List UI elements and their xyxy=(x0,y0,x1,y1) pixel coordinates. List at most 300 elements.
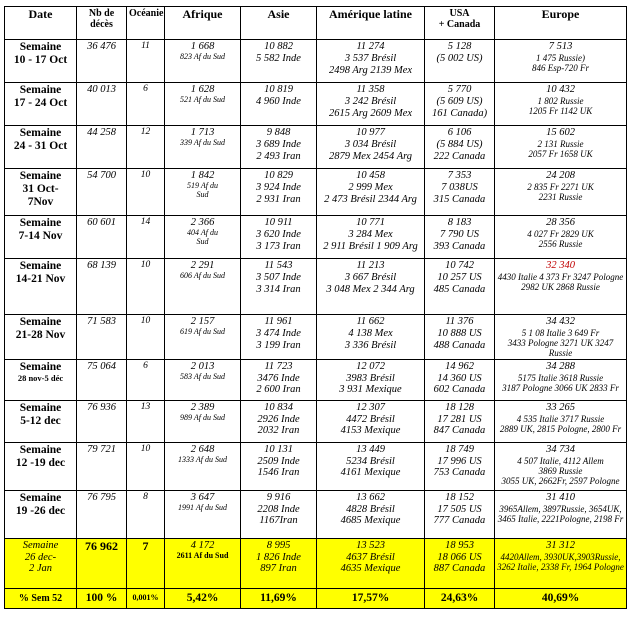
latam-cell xyxy=(317,359,425,400)
deaths-cell: 40 013 xyxy=(77,83,127,126)
weekly-deaths-table xyxy=(4,6,627,609)
table-row xyxy=(5,259,627,315)
cell-line: 34 288 xyxy=(546,360,575,372)
date-line: 12 -19 dec xyxy=(15,456,66,469)
cell-line: 823 Af du Sud xyxy=(180,51,225,61)
cell-line: (5 002 US) xyxy=(436,52,483,64)
cell-line: 3 620 Inde xyxy=(256,228,301,240)
europe-cell xyxy=(495,83,627,126)
cell-line: 11 274 xyxy=(356,41,385,52)
cell-line: 8 183 xyxy=(447,217,472,228)
cell-line: 31 312 xyxy=(546,539,575,551)
date-cell xyxy=(5,169,77,216)
cell-line: 3983 Brésil xyxy=(346,372,395,384)
deaths-cell: 75 064 xyxy=(77,359,127,400)
cell-line: 3 689 Inde xyxy=(256,138,301,150)
europe-cell xyxy=(495,359,627,400)
cell-line: 161 Canada) xyxy=(431,107,488,119)
cell-line: 14 962 xyxy=(445,360,474,372)
cell-line: 606 Af du Sud xyxy=(180,270,225,280)
cell-line: 4637 Brésil xyxy=(346,551,395,563)
cell-line: 3187 Pologne 3066 UK 2833 Fr xyxy=(502,382,619,393)
cell-line: 1167Iran xyxy=(259,515,298,527)
cell-line: 18 066 US xyxy=(437,551,482,563)
cell-line: 4 172 xyxy=(190,539,215,551)
africa-cell xyxy=(165,400,241,442)
cell-line: 777 Canada xyxy=(433,515,486,527)
latam-cell xyxy=(317,315,425,360)
cell-line: 485 Canada xyxy=(433,283,486,295)
date-line: Semaine xyxy=(19,443,62,456)
cell-line: 1 842 xyxy=(190,170,215,181)
cell-line: 2 835 Fr 2271 UK xyxy=(527,181,594,192)
africa-cell xyxy=(165,359,241,400)
cell-line: 521 Af du Sud xyxy=(180,94,225,104)
oceania-cell: 11 xyxy=(127,40,165,83)
deaths-cell: 76 795 xyxy=(77,490,127,538)
cell-line: 17 281 US xyxy=(437,413,482,425)
date-line: Semaine xyxy=(19,360,62,373)
date-cell xyxy=(5,359,77,400)
table-row xyxy=(5,83,627,126)
cell-line: 3 924 Inde xyxy=(256,181,301,193)
cell-line: 897 Iran xyxy=(260,563,297,575)
cell-line: 602 Canada xyxy=(433,384,486,396)
date-line: Semaine xyxy=(19,41,62,53)
header-europe: Europe xyxy=(495,7,627,40)
cell-line: 2926 Inde xyxy=(257,413,300,425)
usa-cell xyxy=(425,40,495,83)
cell-line: 7 790 US xyxy=(439,228,480,240)
cell-line: 2 389 xyxy=(190,401,215,413)
date-line: 28 nov-5 déc xyxy=(17,372,64,383)
cell-line: 4828 Brésil xyxy=(346,503,395,515)
date-line: Semaine xyxy=(19,491,62,504)
header-oceania: Océanie xyxy=(127,7,165,40)
usa-cell xyxy=(425,216,495,259)
cell-line: 2 291 xyxy=(190,260,215,271)
cell-line: 18 128 xyxy=(445,401,474,413)
header-asia: Asie xyxy=(241,7,317,40)
cell-line: 17 996 US xyxy=(437,455,482,467)
cell-line: Sud xyxy=(196,236,209,246)
cell-line: 3 507 Inde xyxy=(256,271,301,283)
asia-cell xyxy=(241,216,317,259)
cell-line: 339 Af du Sud xyxy=(180,137,225,147)
cell-line: 3 048 Mex 2 344 Arg xyxy=(326,283,415,295)
asia-cell xyxy=(241,40,317,83)
latam-cell xyxy=(317,400,425,442)
table-row xyxy=(5,40,627,83)
pct-africa-cell: 5,42% xyxy=(165,588,241,608)
africa-cell xyxy=(165,490,241,538)
cell-line: 2032 Iran xyxy=(257,425,300,437)
cell-line: 404 Af du xyxy=(187,227,218,237)
europe-cell xyxy=(495,216,627,259)
date-cell xyxy=(5,400,77,442)
latam-cell xyxy=(317,490,425,538)
cell-line: 10 131 xyxy=(264,443,293,455)
header-usa-canada: USA + Canada xyxy=(425,7,495,40)
cell-line: 3965Allem, 3897Russie, 3654UK, xyxy=(499,503,622,514)
cell-line: 2 157 xyxy=(190,316,215,327)
cell-line: 24 208 xyxy=(546,170,575,181)
cell-line: 4 960 Inde xyxy=(256,95,301,107)
pct-asia-cell: 11,69% xyxy=(241,588,317,608)
cell-line: 3055 UK, 2662Fr, 2597 Pologne xyxy=(501,475,620,486)
cell-line: 10 771 xyxy=(356,217,385,228)
date-cell xyxy=(5,442,77,490)
cell-line: 3 284 Mex xyxy=(348,228,393,240)
cell-line: 3262 Italie, 2338 Fr, 1964 Pologne xyxy=(497,561,624,572)
table-row xyxy=(5,216,627,259)
cell-line: 3 931 Mexique xyxy=(339,384,402,396)
cell-line: 2 600 Iran xyxy=(256,384,301,396)
asia-cell xyxy=(241,259,317,315)
cell-line: 2 648 xyxy=(190,443,215,455)
africa-cell xyxy=(165,259,241,315)
table-row xyxy=(5,359,627,400)
cell-line: 10 882 xyxy=(264,41,293,52)
date-cell xyxy=(5,259,77,315)
cell-line: 1205 Fr 1142 UK xyxy=(528,105,593,116)
cell-line: 34 734 xyxy=(546,443,575,455)
date-line: Semaine xyxy=(19,316,62,328)
cell-line: 12 072 xyxy=(356,360,385,372)
cell-line: 11 961 xyxy=(264,316,293,327)
cell-line: 4635 Mexique xyxy=(340,563,401,575)
header-latin-america: Amérique latine xyxy=(317,7,425,40)
deaths-cell: 44 258 xyxy=(77,126,127,169)
cell-line: 3 336 Brésil xyxy=(344,339,397,351)
cell-line: 10 911 xyxy=(264,217,293,228)
cell-line: 847 Canada xyxy=(433,425,486,437)
asia-cell xyxy=(241,315,317,360)
pct-oceania-cell: 0,001% xyxy=(127,588,165,608)
cell-line: 5 582 Inde xyxy=(256,52,301,64)
date-line: Semaine xyxy=(19,401,62,414)
cell-line: 846 Esp-720 Fr xyxy=(532,62,589,73)
cell-line: 2 131 Russie xyxy=(537,138,584,149)
cell-line: 1 802 Russie xyxy=(537,95,584,106)
cell-line: 5 770 xyxy=(447,84,472,95)
cell-line: 2879 Mex 2454 Arg xyxy=(328,150,413,162)
cell-line: 2057 Fr 1658 UK xyxy=(528,148,593,159)
date-cell xyxy=(5,40,77,83)
cell-line: 753 Canada xyxy=(433,467,486,479)
deaths-cell: 36 476 xyxy=(77,40,127,83)
cell-line: 4 507 Italie, 4112 Allem xyxy=(517,455,604,466)
cell-line: 11 723 xyxy=(264,360,293,372)
cell-line: 2556 Russie xyxy=(538,238,583,249)
table-row xyxy=(5,442,627,490)
cell-line: 10 819 xyxy=(264,84,293,95)
deaths-cell: 76 936 xyxy=(77,400,127,442)
asia-cell xyxy=(241,169,317,216)
cell-line: 10 458 xyxy=(356,170,385,181)
latam-cell xyxy=(317,259,425,315)
africa-cell xyxy=(165,538,241,588)
cell-line: 7 353 xyxy=(447,170,472,181)
date-cell xyxy=(5,538,77,588)
cell-line: 2615 Arg 2609 Mex xyxy=(328,107,413,119)
cell-line: 10 742 xyxy=(445,260,474,271)
pct-europe-cell: 40,69% xyxy=(495,588,627,608)
cell-line: 2889 UK, 2815 Pologne, 2800 Fr xyxy=(499,423,622,434)
cell-line: 3 314 Iran xyxy=(256,283,301,295)
latam-cell xyxy=(317,538,425,588)
cell-line: 10 834 xyxy=(264,401,293,413)
latam-cell xyxy=(317,216,425,259)
deaths-cell: 68 139 xyxy=(77,259,127,315)
cell-line: 2 013 xyxy=(190,360,215,372)
cell-line: 1 668 xyxy=(190,41,215,52)
cell-line: 315 Canada xyxy=(433,193,486,205)
cell-line: 2 493 Iran xyxy=(256,150,301,162)
oceania-cell: 6 xyxy=(127,83,165,126)
cell-line: 10 829 xyxy=(264,170,293,181)
cell-line: 4430 Italie 4 373 Fr 3247 Pologne xyxy=(497,271,624,282)
cell-line: 1333 Af du Sud xyxy=(178,454,227,464)
percentage-row xyxy=(5,588,627,608)
cell-line: 1 475 Russie) xyxy=(536,52,585,63)
deaths-cell: 54 700 xyxy=(77,169,127,216)
africa-cell xyxy=(165,83,241,126)
cell-line: 11 213 xyxy=(356,260,385,271)
oceania-cell: 7 xyxy=(127,538,165,588)
cell-line: 33 265 xyxy=(546,401,575,413)
cell-line: 4 535 Italie 3717 Russie xyxy=(516,413,605,424)
cell-line: 34 432 xyxy=(546,316,575,327)
cell-line: 10 257 US xyxy=(437,271,482,283)
date-line: 31 Oct- xyxy=(22,182,59,195)
date-line: 26 dec- xyxy=(24,551,57,563)
cell-line: (5 884 US) xyxy=(436,138,483,150)
europe-cell xyxy=(495,442,627,490)
cell-line: 583 Af du Sud xyxy=(180,371,225,381)
date-line: 17 - 24 Oct xyxy=(13,96,68,109)
total-row xyxy=(5,538,627,588)
pct-latam-cell: 17,57% xyxy=(317,588,425,608)
cell-line: 4 138 Mex xyxy=(348,327,393,339)
cell-line: 3 667 Brésil xyxy=(344,271,397,283)
cell-line: 2 366 xyxy=(190,217,215,228)
africa-cell xyxy=(165,40,241,83)
usa-cell xyxy=(425,400,495,442)
cell-line: 6 106 xyxy=(447,127,472,138)
cell-line: 393 Canada xyxy=(433,240,486,252)
header-row xyxy=(5,7,627,40)
table-row xyxy=(5,126,627,169)
date-line: Semaine xyxy=(22,539,59,551)
date-line: Semaine xyxy=(19,84,62,96)
date-line: 5-12 dec xyxy=(20,414,61,427)
deaths-cell: 79 721 xyxy=(77,442,127,490)
cell-line: 488 Canada xyxy=(433,339,486,351)
usa-cell xyxy=(425,538,495,588)
oceania-cell: 10 xyxy=(127,169,165,216)
date-line: 21-28 Nov xyxy=(15,328,66,341)
africa-cell xyxy=(165,126,241,169)
usa-cell xyxy=(425,169,495,216)
date-cell xyxy=(5,83,77,126)
africa-cell xyxy=(165,442,241,490)
cell-line: 3869 Russie xyxy=(538,465,583,476)
asia-cell xyxy=(241,442,317,490)
date-line: 24 - 31 Oct xyxy=(13,139,68,152)
cell-line: 1546 Iran xyxy=(257,467,300,479)
cell-line: 5175 Italie 3618 Russie xyxy=(517,372,604,383)
oceania-cell: 10 xyxy=(127,315,165,360)
asia-cell xyxy=(241,359,317,400)
header-date: Date xyxy=(5,7,77,40)
cell-line: 3465 Italie, 2221Pologne, 2198 Fr xyxy=(497,513,624,524)
oceania-cell: 10 xyxy=(127,259,165,315)
date-cell xyxy=(5,126,77,169)
cell-line: 18 953 xyxy=(445,539,474,551)
date-line: Semaine xyxy=(19,127,62,139)
africa-cell xyxy=(165,169,241,216)
cell-line: 3 173 Iran xyxy=(256,240,301,252)
cell-line: 7 513 xyxy=(548,41,573,52)
date-line: Semaine xyxy=(19,217,62,229)
asia-cell xyxy=(241,400,317,442)
cell-line: 4472 Brésil xyxy=(346,413,395,425)
cell-line: 9 848 xyxy=(266,127,291,138)
cell-line: 10 432 xyxy=(546,84,575,95)
date-cell xyxy=(5,216,77,259)
europe-cell xyxy=(495,315,627,360)
date-line: 10 - 17 Oct xyxy=(13,53,68,66)
cell-line: 887 Canada xyxy=(433,563,486,575)
oceania-cell: 8 xyxy=(127,490,165,538)
asia-cell xyxy=(241,126,317,169)
cell-line: 3 647 xyxy=(190,491,215,503)
cell-line: 2611 Af du Sud xyxy=(176,550,229,560)
deaths-cell: 76 962 xyxy=(77,538,127,588)
usa-cell xyxy=(425,442,495,490)
latam-cell xyxy=(317,40,425,83)
cell-line: 2 999 Mex xyxy=(348,181,393,193)
usa-cell xyxy=(425,490,495,538)
europe-cell xyxy=(495,40,627,83)
cell-line: 1 628 xyxy=(190,84,215,95)
pct-usa-cell: 24,63% xyxy=(425,588,495,608)
header-africa: Afrique xyxy=(165,7,241,40)
cell-line: 3 474 Inde xyxy=(256,327,301,339)
latam-cell xyxy=(317,83,425,126)
oceania-cell: 13 xyxy=(127,400,165,442)
cell-line: 2 911 Brésil 1 909 Arg xyxy=(323,240,418,252)
cell-line: 3 242 Brésil xyxy=(344,95,397,107)
africa-cell xyxy=(165,315,241,360)
table-row xyxy=(5,315,627,360)
cell-line: 3 537 Brésil xyxy=(344,52,397,64)
cell-line: 12 307 xyxy=(356,401,385,413)
europe-cell xyxy=(495,538,627,588)
europe-cell xyxy=(495,126,627,169)
europe-cell xyxy=(495,490,627,538)
cell-line: 5 1 08 Italie 3 649 Fr xyxy=(521,327,600,338)
cell-line: 4 027 Fr 2829 UK xyxy=(527,228,594,239)
date-line: Semaine xyxy=(19,260,62,272)
asia-cell xyxy=(241,538,317,588)
cell-line: 3433 Pologne 3271 UK 3247 Russie xyxy=(507,337,614,358)
oceania-cell: 6 xyxy=(127,359,165,400)
pct-label-cell: % Sem 52 xyxy=(5,588,77,608)
cell-line: 1 713 xyxy=(190,127,215,138)
cell-line: 222 Canada xyxy=(433,150,486,162)
table-row xyxy=(5,490,627,538)
oceania-cell: 10 xyxy=(127,442,165,490)
cell-line: 28 356 xyxy=(546,217,575,228)
oceania-cell: 14 xyxy=(127,216,165,259)
cell-line: 1 826 Inde xyxy=(256,551,301,563)
usa-cell xyxy=(425,83,495,126)
usa-cell xyxy=(425,359,495,400)
cell-line: 17 505 US xyxy=(437,503,482,515)
cell-line: 31 410 xyxy=(546,491,575,503)
oceania-cell: 12 xyxy=(127,126,165,169)
cell-line: 13 662 xyxy=(356,491,385,503)
usa-cell xyxy=(425,126,495,169)
header-deaths: Nb de décès xyxy=(77,7,127,40)
europe-cell xyxy=(495,259,627,315)
cell-line: 11 543 xyxy=(264,260,293,271)
cell-line: 2509 Inde xyxy=(257,455,300,467)
table-row xyxy=(5,400,627,442)
cell-line: 9 916 xyxy=(266,491,291,503)
cell-line: 2498 Arg 2139 Mex xyxy=(328,64,413,76)
cell-line: 3 034 Brésil xyxy=(344,138,397,150)
cell-line: 11 376 xyxy=(445,316,474,327)
cell-line: 14 360 US xyxy=(437,372,482,384)
cell-line: 2982 UK 2868 Russie xyxy=(521,281,600,292)
cell-line: 10 977 xyxy=(356,127,385,138)
usa-cell xyxy=(425,259,495,315)
europe-cell xyxy=(495,169,627,216)
cell-line: 2 473 Brésil 2344 Arg xyxy=(324,193,417,205)
cell-line: 13 523 xyxy=(356,539,385,551)
date-line: 14-21 Nov xyxy=(15,272,66,285)
latam-cell xyxy=(317,169,425,216)
latam-cell xyxy=(317,442,425,490)
cell-line: (5 609 US) xyxy=(436,95,483,107)
table-row xyxy=(5,169,627,216)
africa-cell xyxy=(165,216,241,259)
cell-line: 13 449 xyxy=(356,443,385,455)
cell-line: 2 931 Iran xyxy=(256,193,301,205)
cell-line: 4685 Mexique xyxy=(340,515,401,527)
europe-cell xyxy=(495,400,627,442)
cell-line: 1991 Af du Sud xyxy=(178,502,227,512)
date-line: Semaine xyxy=(19,170,62,182)
asia-cell xyxy=(241,490,317,538)
cell-line: 18 152 xyxy=(445,491,474,503)
cell-line: 18 749 xyxy=(445,443,474,455)
asia-cell xyxy=(241,83,317,126)
cell-line: 3476 Inde xyxy=(257,372,300,384)
cell-line: 10 888 US xyxy=(437,327,482,339)
cell-line: 15 602 xyxy=(546,127,575,138)
date-line: 7Nov xyxy=(27,195,54,208)
date-line: 19 -26 dec xyxy=(15,504,66,517)
usa-cell xyxy=(425,315,495,360)
cell-line: 619 Af du Sud xyxy=(180,326,225,336)
date-cell xyxy=(5,490,77,538)
deaths-cell: 60 601 xyxy=(77,216,127,259)
cell-line: 2208 Inde xyxy=(257,503,300,515)
